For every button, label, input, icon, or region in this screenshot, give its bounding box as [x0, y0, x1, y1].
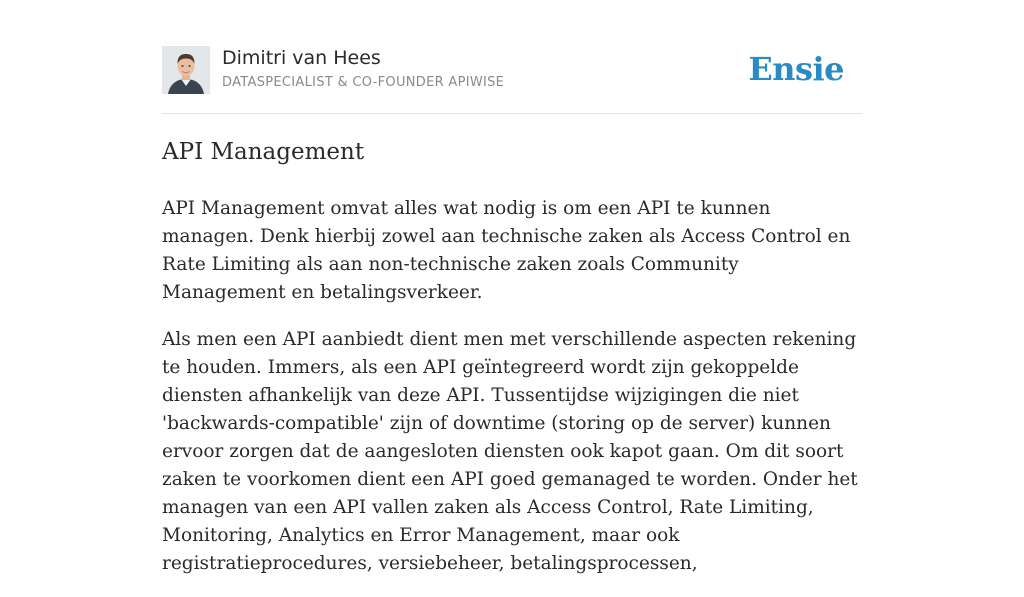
article-paragraph-1: API Management omvat alles wat nodig is om een API te kunnen managen. Denk hierbij zowel aan technische zaken als Access Control en Rate Limiting als aan non-technische zaken zoals Community Management en betalingsverkeer.	[162, 198, 851, 303]
article	[162, 136, 862, 597]
author-name[interactable]: Dimitri van Hees	[222, 47, 381, 69]
author-avatar[interactable]	[162, 46, 210, 94]
avatar-portrait-icon	[162, 46, 210, 94]
article-paragraph-2: Als men een API aanbiedt dient men met verschillende aspecten rekening te houden. Immers, als een API geïntegreerd wordt zijn gekoppelde diensten afhankelijk van deze API. Tussentijdse wijzigingen die niet 'backwards-compatible' zijn of downtime (storing op de server) kunnen ervoor zorgen dat de aangesloten diensten ook kapot gaan. Om dit soort zaken te voorkomen dient een API goed gemanaged te worden. Onder het managen van een API vallen zaken als Access Control, Rate Limiting, Monitoring, Analytics en Error Management, maar ook registratieprocedures, versiebeheer, betalingsprocessen,	[162, 329, 858, 574]
article-title: API Management	[162, 139, 365, 165]
header-divider	[162, 113, 862, 114]
ensie-logo[interactable]: Ensie	[748, 50, 844, 88]
author-role: DATASPECIALIST & CO-FOUNDER APIWISE	[222, 75, 505, 90]
author-header	[162, 46, 862, 96]
